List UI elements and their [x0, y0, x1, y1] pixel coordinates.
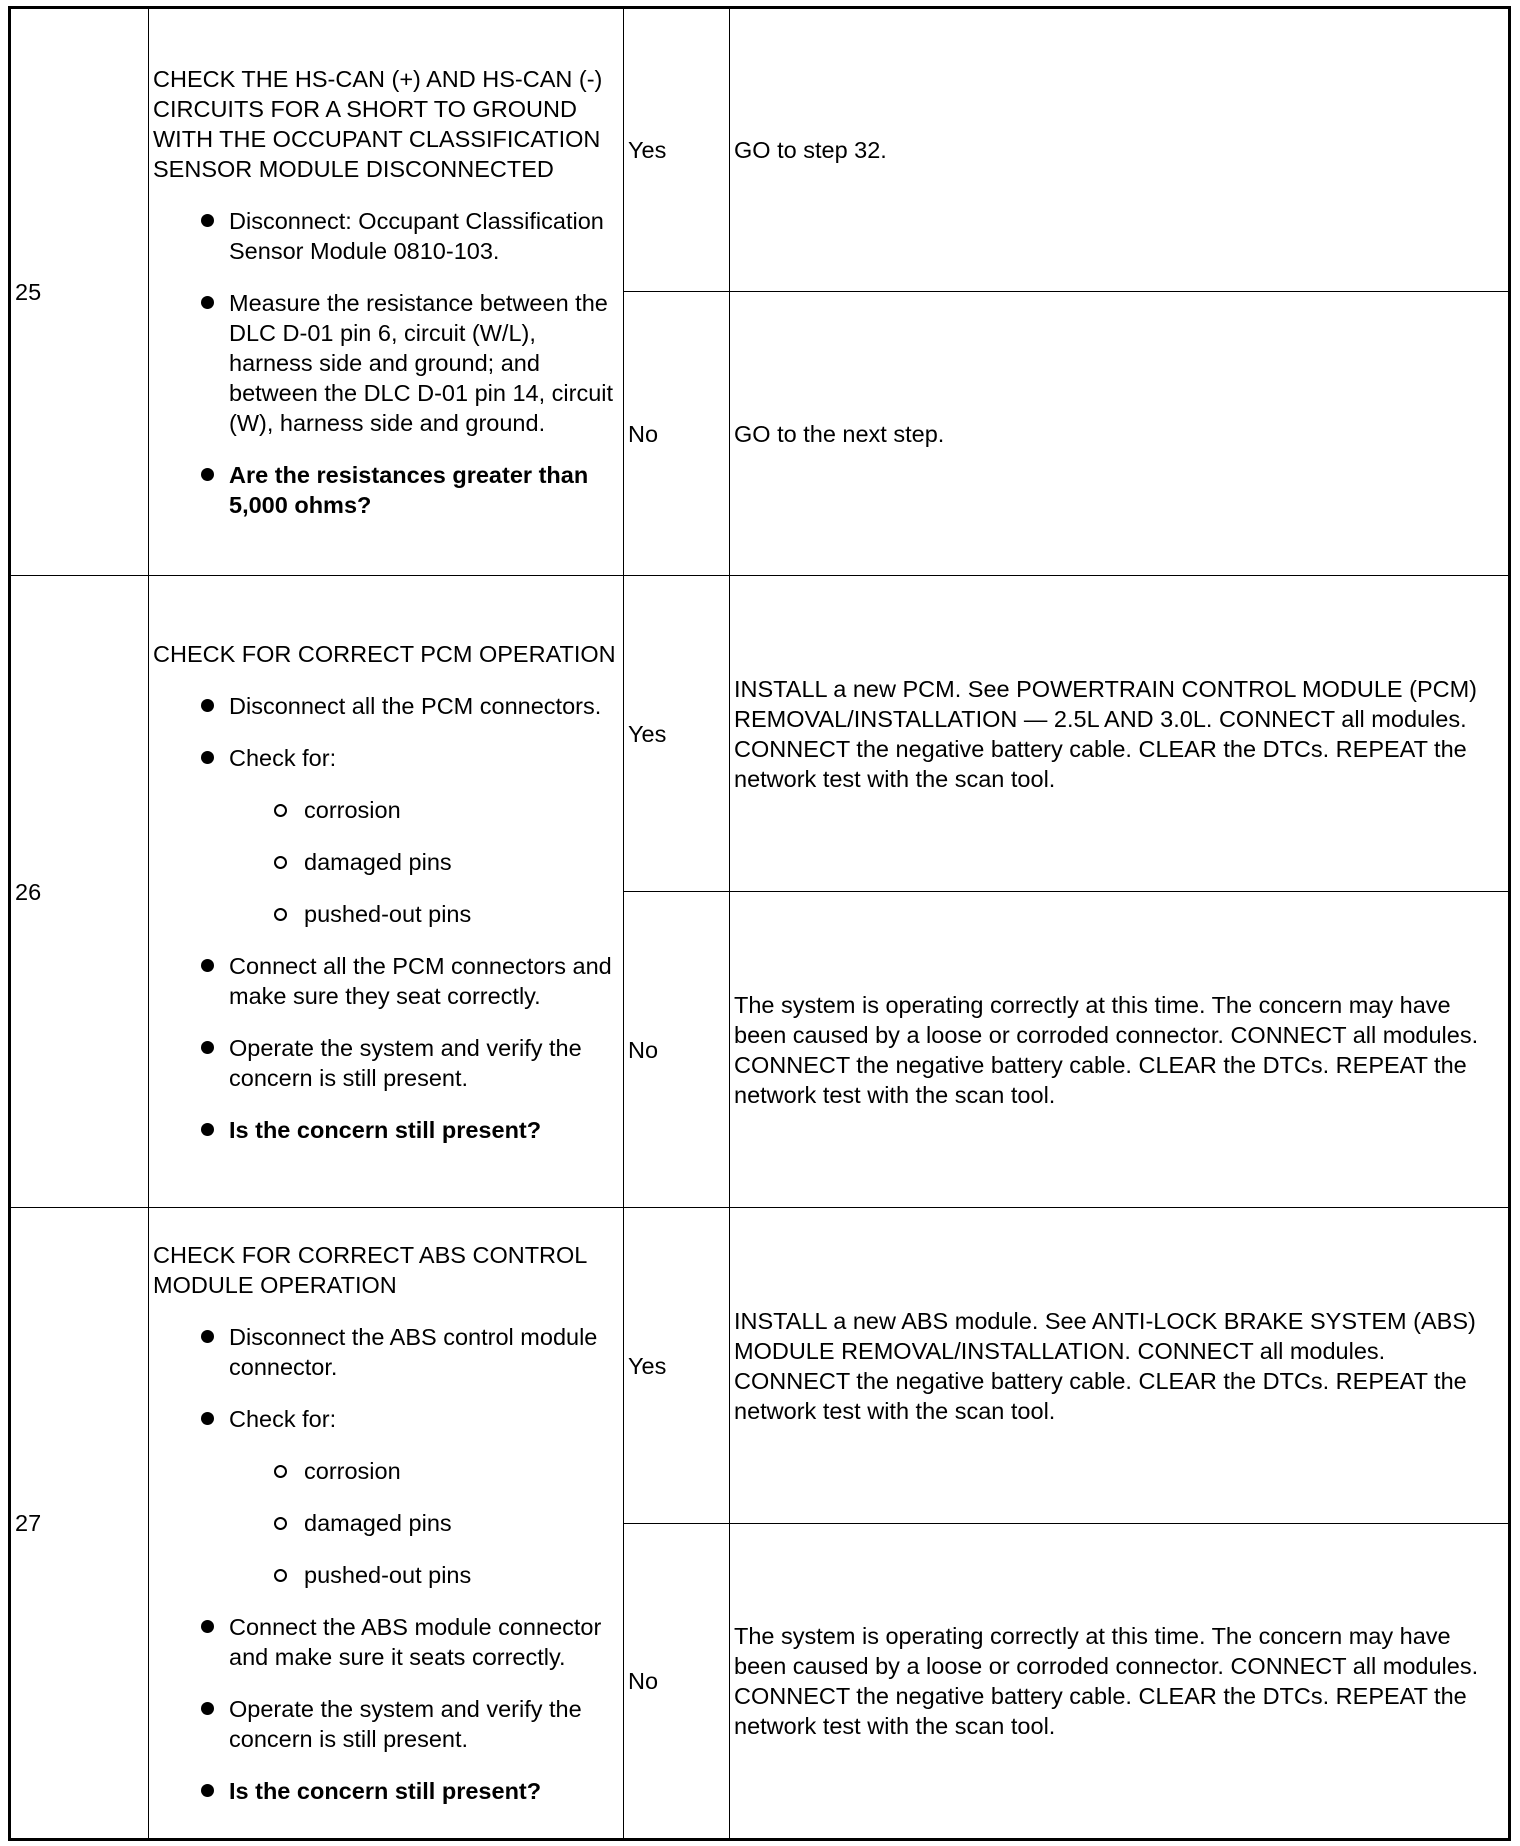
result-yes-text: INSTALL a new ABS module. See ANTI-LOCK BRAKE SYSTEM (ABS) MODULE REMOVAL/INSTALLATION. CONNECT all modules. CONNECT the negative battery cable. CLEAR the DTCs. REPEAT the network test with the scan tool. [730, 1208, 1510, 1524]
result-no-label: No [624, 292, 730, 576]
check-subitem: corrosion [229, 1456, 619, 1486]
bullet-icon [201, 959, 214, 972]
instruction-item: Check for: corrosion damaged pins pushed-out pins [153, 1404, 619, 1590]
result-yes-label: Yes [624, 8, 730, 292]
result-no-text: GO to the next step. [730, 292, 1510, 576]
bullet-icon [201, 296, 214, 309]
circle-bullet-icon [274, 1465, 287, 1478]
bullet-icon [201, 1123, 214, 1136]
check-subitem: damaged pins [229, 847, 619, 877]
result-yes-label: Yes [624, 576, 730, 892]
check-sublist [229, 795, 619, 929]
step-number: 25 [10, 8, 149, 576]
bullet-icon [201, 1702, 214, 1715]
instruction-list [153, 1322, 619, 1806]
check-subitem: damaged pins [229, 1508, 619, 1538]
step-action-cell [149, 8, 624, 576]
instruction-item: Disconnect the ABS control module connector. [153, 1322, 619, 1382]
bullet-icon [201, 1784, 214, 1797]
question-item: Is the concern still present? [153, 1776, 619, 1806]
bullet-icon [201, 214, 214, 227]
question-item: Are the resistances greater than 5,000 ohms? [153, 460, 619, 520]
circle-bullet-icon [274, 1569, 287, 1582]
step-action-cell [149, 1208, 624, 1840]
result-yes-label: Yes [624, 1208, 730, 1524]
instruction-list [153, 691, 619, 1145]
bullet-icon [201, 1330, 214, 1343]
instruction-item: Operate the system and verify the concern is still present. [153, 1694, 619, 1754]
check-subitem: corrosion [229, 795, 619, 825]
step-number: 26 [10, 576, 149, 1208]
bullet-icon [201, 751, 214, 764]
question-item: Is the concern still present? [153, 1115, 619, 1145]
step-action-cell [149, 576, 624, 1208]
instruction-item: Disconnect all the PCM connectors. [153, 691, 619, 721]
step-number: 27 [10, 1208, 149, 1840]
instruction-list [153, 206, 619, 520]
step-27-yes-row [10, 1208, 1510, 1524]
result-no-text: The system is operating correctly at this time. The concern may have been caused by a loose or corroded connector. CONNECT all modules. CONNECT the negative battery cable. CLEAR the DTCs. REPEAT the network test with the scan tool. [730, 1524, 1510, 1840]
step-25-yes-row [10, 8, 1510, 292]
instruction-item: Operate the system and verify the concern is still present. [153, 1033, 619, 1093]
instruction-item: Check for: corrosion damaged pins pushed-out pins [153, 743, 619, 929]
circle-bullet-icon [274, 856, 287, 869]
bullet-icon [201, 699, 214, 712]
step-heading: CHECK FOR CORRECT PCM OPERATION [153, 640, 616, 667]
bullet-icon [201, 1620, 214, 1633]
bullet-icon [201, 1041, 214, 1054]
result-yes-text: INSTALL a new PCM. See POWERTRAIN CONTROL MODULE (PCM) REMOVAL/INSTALLATION — 2.5L AND 3.0L. CONNECT all modules. CONNECT the negative battery cable. CLEAR the DTCs. REPEAT the network test with the scan tool. [730, 576, 1510, 892]
check-subitem: pushed-out pins [229, 899, 619, 929]
result-yes-text: GO to step 32. [730, 8, 1510, 292]
bullet-icon [201, 1412, 214, 1425]
bullet-icon [201, 468, 214, 481]
instruction-item: Disconnect: Occupant Classification Sensor Module 0810-103. [153, 206, 619, 266]
circle-bullet-icon [274, 908, 287, 921]
check-sublist [229, 1456, 619, 1590]
circle-bullet-icon [274, 1517, 287, 1530]
circle-bullet-icon [274, 804, 287, 817]
step-heading: CHECK FOR CORRECT ABS CONTROL MODULE OPERATION [153, 1242, 587, 1298]
instruction-item: Connect the ABS module connector and make sure it seats correctly. [153, 1612, 619, 1672]
check-subitem: pushed-out pins [229, 1560, 619, 1590]
result-no-text: The system is operating correctly at this time. The concern may have been caused by a loose or corroded connector. CONNECT all modules. CONNECT the negative battery cable. CLEAR the DTCs. REPEAT the network test with the scan tool. [730, 892, 1510, 1208]
step-26-yes-row [10, 576, 1510, 892]
diagnostic-test-table [8, 6, 1511, 1841]
instruction-item: Connect all the PCM connectors and make sure they seat correctly. [153, 951, 619, 1011]
step-heading: CHECK THE HS-CAN (+) AND HS-CAN (-) CIRCUITS FOR A SHORT TO GROUND WITH THE OCCUPANT CLASSIFICATION SENSOR MODULE DISCONNECTED [153, 66, 603, 182]
result-no-label: No [624, 1524, 730, 1840]
result-no-label: No [624, 892, 730, 1208]
instruction-item: Measure the resistance between the DLC D-01 pin 6, circuit (W/L), harness side and ground; and between the DLC D-01 pin 14, circuit (W), harness side and ground. [153, 288, 619, 438]
